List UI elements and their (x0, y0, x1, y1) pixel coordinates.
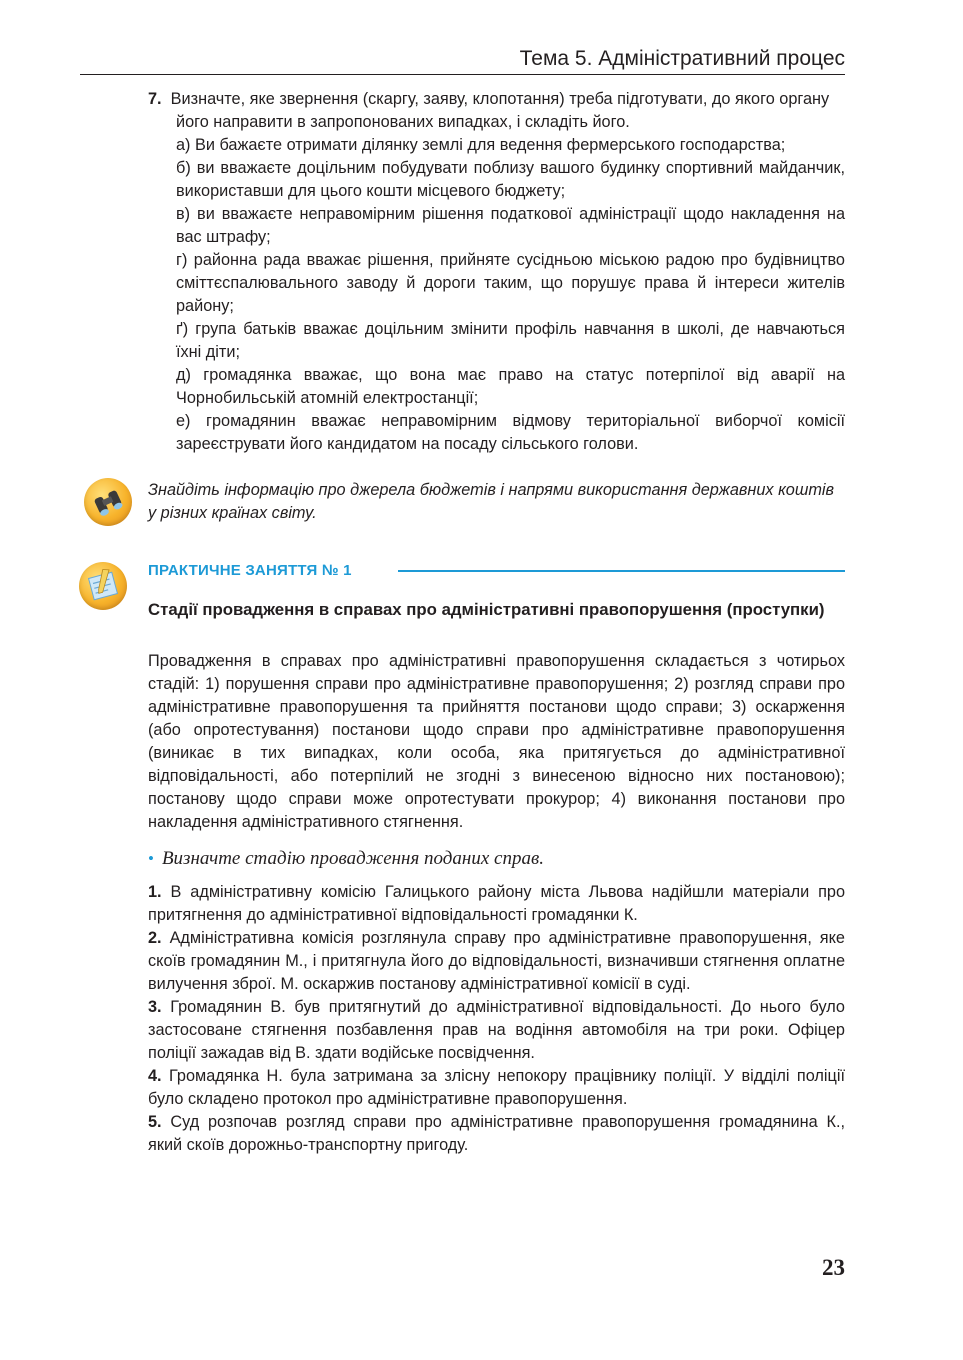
task-item-v: в) ви вважаєте неправомірним рішення податкової адміністрації щодо накладення на вас штрафу; (176, 205, 845, 246)
task-item-a: а) Ви бажаєте отримати ділянку землі для ведення фермерського господарства; (176, 136, 786, 154)
task-7 (148, 88, 845, 456)
practical-subtitle: Стадії провадження в справах про адміністративні правопорушення (проступки) (148, 600, 825, 619)
research-task: Знайдіть інформацію про джерела бюджетів і напрями використання державних коштів у різних країнах світу. (148, 481, 835, 522)
task-item-h: г) районна рада вважає рішення, прийняте сусідньою міською радою про будівництво сміттєспалювального заводу й дороги таким, що порушує права й інтереси жителів району; (176, 251, 845, 315)
case-item (148, 1065, 845, 1111)
chapter-title: Тема 5. Адміністративний процес (519, 47, 845, 70)
practical-intro: Провадження в справах про адміністративні правопорушення складається з чотирьох стадій: 1) порушення справи про адміністративне правопорушення; 2) розгляд справи про адміністративне правопорушення та прийняття постанови щодо справи; 3) оскарження (або опротестування) постанови щодо справи про адміністративне правопорушення (виникає в тих випадках, коли особа, яка притягується до адміністративної відповідальності, або потерпілий не згодні з винесеною відносно них постановою); постанову щодо справи може опротестувати прокурор; 4) виконання постанови про накладення адміністративного стягнення. (148, 652, 845, 831)
page-number: 23 (822, 1255, 845, 1280)
heading-rule (398, 570, 845, 572)
case-text: Адміністративна комісія розглянула справу про адміністративне правопорушення, яке скоїв громадянин М., і притягнула його до відповідальності, визначивши стягнення оплатне вилучення зброї. М. оскаржив постанову адміністративної комісії в суді. (148, 929, 845, 993)
running-header (80, 44, 845, 75)
case-item (148, 1111, 845, 1157)
practical-title: ПРАКТИЧНЕ ЗАНЯТТЯ № 1 (148, 560, 360, 582)
instruction (148, 846, 845, 872)
task-number: 7. (148, 90, 162, 108)
instruction-text: Визначте стадію провадження поданих справ. (161, 848, 544, 869)
case-number: 1. (148, 883, 162, 901)
case-item (148, 996, 845, 1065)
case-item (148, 881, 845, 927)
case-number: 4. (148, 1067, 162, 1085)
task-item-g: ґ) група батьків вважає доцільним змінити профіль навчання в школі, де навчаються їхні діти; (176, 320, 845, 361)
case-text: Суд розпочав розгляд справи про адміністративне правопорушення громадянина К., який скоїв дорожньо-транспортну пригоду. (148, 1113, 845, 1154)
task-7-question (148, 88, 845, 134)
task-item-d: д) громадянка вважає, що вона має право на статус потерпілої від аварії на Чорнобильській атомній електростанції; (176, 366, 845, 407)
bullet-icon: • (148, 849, 154, 868)
task-question-text: Визначте, яке звернення (скаргу, заяву, клопотання) треба підготувати, до якого органу його направити в запропонованих випадках, і складіть його. (170, 90, 830, 131)
case-number: 5. (148, 1113, 162, 1131)
case-list (148, 881, 845, 1157)
case-text: Громадянин В. був притягнутий до адміністративної відповідальності. До нього було застосоване стягнення позбавлення прав на водіння автомобіля на три роки. Офіцер поліції зажадав від В. здати водійське посвідчення. (148, 998, 845, 1062)
case-number: 3. (148, 998, 162, 1016)
task-item-b: б) ви вважаєте доцільним побудувати поблизу вашого будинку спортивний майданчик, використавши для цього кошти місцевого бюджету; (176, 159, 845, 200)
case-item (148, 927, 845, 996)
case-number: 2. (148, 929, 162, 947)
task-item-e: е) громадянин вважає неправомірним відмову територіальної виборчої комісії зареєструвати його кандидатом на посаду сільського голови. (176, 412, 845, 453)
case-text: Громадянка Н. була затримана за злісну непокору працівнику поліції. У відділі поліції було складено протокол про адміністративне правопорушення. (148, 1067, 845, 1108)
case-text: В адміністративну комісію Галицького району міста Львова надійшли матеріали про притягнення до адміністративної відповідальності громадянки К. (148, 883, 846, 924)
worksheet-icon (79, 562, 127, 610)
binoculars-icon (84, 478, 132, 526)
practical-heading (148, 560, 845, 582)
